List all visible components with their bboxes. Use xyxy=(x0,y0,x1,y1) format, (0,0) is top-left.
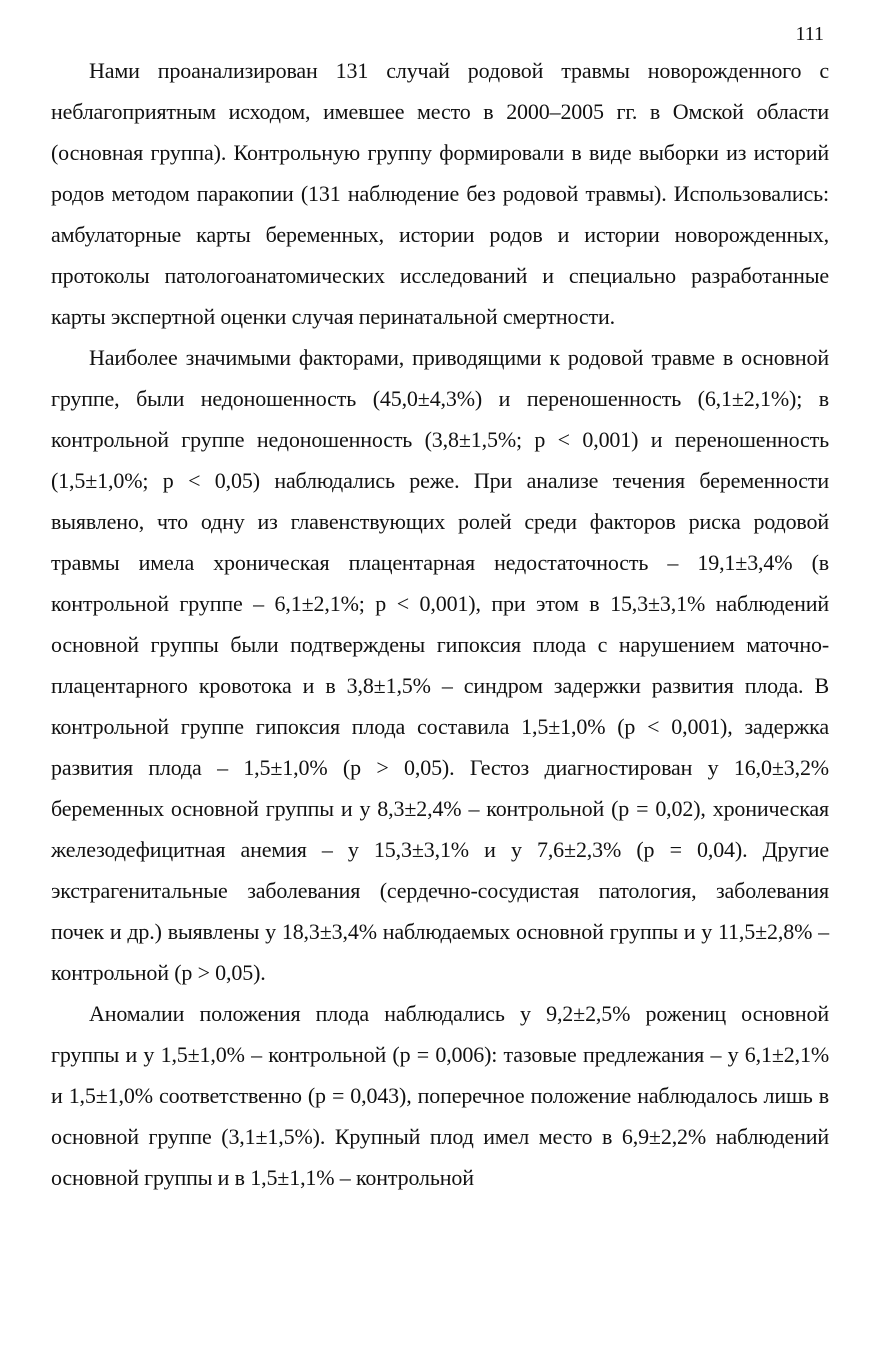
document-body xyxy=(51,50,829,1198)
page-number: 111 xyxy=(795,23,824,45)
paragraph-fetal-position: Аномалии положения плода наблюдались у 9,2±2,5% рожениц основной группы и у 1,5±1,0% – контрольной (р = 0,006): тазовые предлежания – у 6,1±2,1% и 1,5±1,0% соответственно (р = 0,043), поперечное положение наблюдалось лишь в основной группе (3,1±1,5%). Крупный плод имел место в 6,9±2,2% наблюдений основной группы и в 1,5±1,1% – контрольной xyxy=(51,1001,829,1190)
paragraph-risk-factors: Наиболее значимыми факторами, приводящими к родовой травме в основной группе, были недоношенность (45,0±4,3%) и переношенность (6,1±2,1%); в контрольной группе недоношенность (3,8±1,5%; р < 0,001) и переношенность (1,5±1,0%; р < 0,05) наблюдались реже. При анализе течения беременности выявлено, что одну из главенствующих ролей среди факторов риска родовой травмы имела хроническая плацентарная недостаточность – 19,1±3,4% (в контрольной группе – 6,1±2,1%; р < 0,001), при этом в 15,3±3,1% наблюдений основной группы были подтверждены гипоксия плода с нарушением маточно-плацентарного кровотока и в 3,8±1,5% – синдром задержки развития плода. В контрольной группе гипоксия плода составила 1,5±1,0% (р < 0,001), задержка развития плода – 1,5±1,0% (р > 0,05). Гестоз диагностирован у 16,0±3,2% беременных основной группы и у 8,3±2,4% – контрольной (р = 0,02), хроническая железодефицитная анемия – у 15,3±3,1% и у 7,6±2,3% (р = 0,04). Другие экстрагенитальные заболевания (сердечно-сосудистая патология, заболевания почек и др.) выявлены у 18,3±3,4% наблюдаемых основной группы и у 11,5±2,8% – контрольной (р > 0,05). xyxy=(51,345,829,985)
paragraph-study-design: Нами проанализирован 131 случай родовой травмы новорожденного с неблагоприятным исходом, имевшее место в 2000–2005 гг. в Омской области (основная группа). Контрольную группу формировали в виде выборки из историй родов методом паракопии (131 наблюдение без родовой травмы). Использовались: амбулаторные карты беременных, истории родов и истории новорожденных, протоколы патологоанатомических исследований и специально разработанные карты экспертной оценки случая перинатальной смертности. xyxy=(51,58,829,329)
